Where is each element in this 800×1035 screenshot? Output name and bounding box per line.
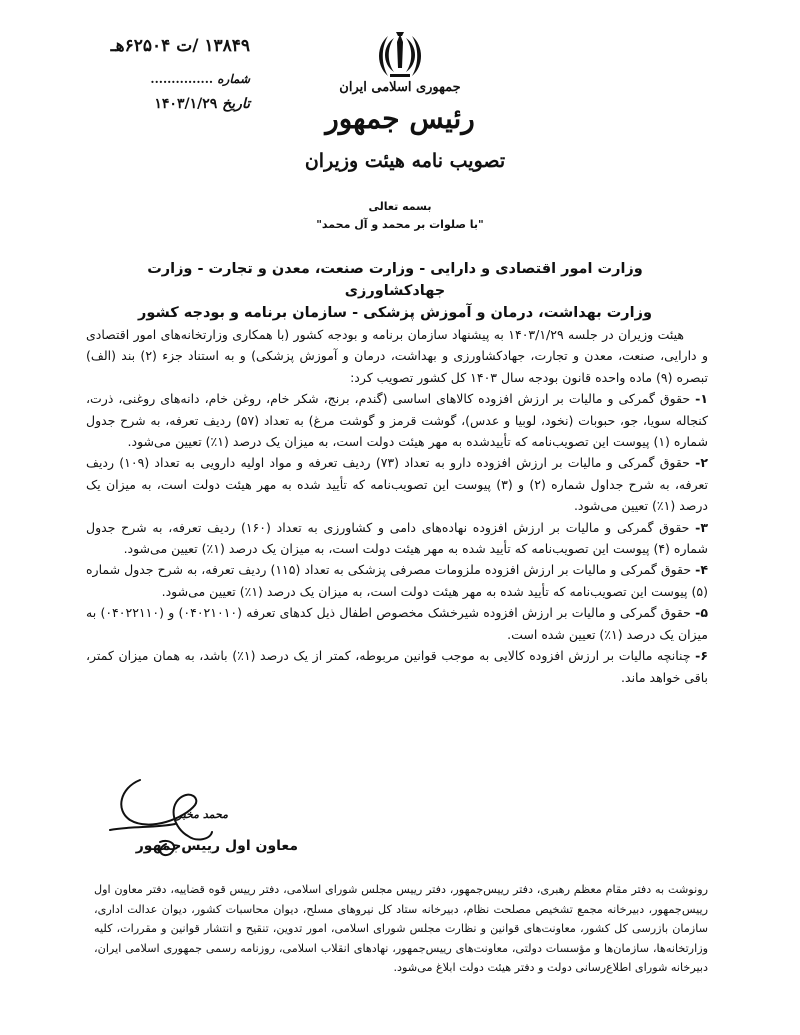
- decree-body: [86, 324, 708, 688]
- recipients-line-2: وزارت بهداشت، درمان و آموزش پزشکی - سازمان برنامه و بودجه کشور: [138, 305, 652, 321]
- item-6: [86, 645, 708, 688]
- intro-paragraph: هیئت وزیران در جلسه ۱۴۰۳/۱/۲۹ به پیشنهاد سازمان برنامه و بودجه کشور (با همکاری وزارتخانه‌های امور اقتصادی و دارایی، صنعت، معدن و تجارت، جهادکشاورزی و بهداشت، درمان و آموزش پزشکی) و به استناد جزء (۲) بند (الف) تبصره (۹) ماده واحده قانون بودجه سال ۱۴۰۳ کل کشور تصویب کرد:: [86, 327, 708, 385]
- date-line: [20, 96, 250, 112]
- signer-name: محمد مخبر: [176, 808, 228, 821]
- iran-emblem-icon: [372, 28, 428, 82]
- date-label: تاریخ: [222, 96, 250, 112]
- item-3: [86, 517, 708, 560]
- item-number: ۴-: [695, 562, 708, 578]
- item-number: ۵-: [695, 605, 708, 621]
- number-dots: ...............: [150, 72, 214, 86]
- item-number: ۶-: [695, 648, 708, 664]
- item-number: ۲-: [695, 455, 708, 471]
- item-text: حقوق گمرکی و مالیات بر ارزش افزوده ملزومات مصرفی پزشکی به تعداد (۱۱۵) ردیف تعرفه، به شرح جدول شماره (۵) پیوست این تصویب‌نامه که تأیید شده به مهر هیئت دولت است، به میزان یک درصد (۱٪) تعیین می‌شود.: [86, 562, 708, 599]
- salawat: "با صلوات بر محمد و آل محمد": [316, 218, 484, 231]
- item-5: [86, 602, 708, 645]
- republic-title: جمهوری اسلامی ایران: [339, 80, 461, 95]
- recipients-line-1: وزارت امور اقتصادی و دارایی - وزارت صنعت، معدن و تجارت - وزارت جهادکشاورزی: [147, 261, 643, 299]
- item-text: حقوق گمرکی و مالیات بر ارزش افزوده کالاهای اساسی (گندم، برنج، شکر خام، روغن خام، دانه‌های روغنی، ذرت، کنجاله سویا، جو، حبوبات (نخود، لوبیا و عدس)، گوشت قرمز و گوشت مرغ) به تعداد (۵۷) ردیف تعرفه، به شرح جدول شماره (۱) پیوست این تصویب‌نامه که تأییدشده به مهر هیئت دولت است، به میزان یک درصد (۱٪) تعیین می‌شود.: [86, 391, 708, 450]
- carbon-copy-distribution: رونوشت به دفتر مقام معظم رهبری، دفتر رییس‌جمهور، دفتر رییس مجلس شورای اسلامی، دفتر رییس قوه قضاییه، دفتر معاون اول رییس‌جمهور، دبیرخانه مجمع تشخیص مصلحت نظام، دبیرخانه ستاد کل نیروهای مسلح، دیوان محاسبات کشور، دیوان عدالت اداری، سازمان بازرسی کل کشور، معاونت‌های قوانین و نظارت مجلس شورای اسلامی، امور تدوین، تنقیح و انتشار قوانین و مقررات، کلیه وزارتخانه‌ها، سازمان‌ها و مؤسسات دولتی، معاونت‌های رییس‌جمهور، نهادهای انقلاب اسلامی، روزنامه رسمی جمهوری اسلامی ایران، دبیرخانه شورای اطلاع‌رسانی دولت و دفتر هیئت دولت ابلاغ می‌شود.: [94, 883, 708, 975]
- recipients: [95, 258, 695, 324]
- item-number: ۱-: [695, 391, 708, 407]
- president-title: رئیس جمهور: [325, 102, 475, 135]
- number-value: ۱۳۸۴۹: [204, 36, 250, 56]
- reference-value: /ت ۶۲۵۰۴هـ: [110, 36, 199, 56]
- item-text: حقوق گمرکی و مالیات بر ارزش افزوده نهاده‌های دامی و کشاورزی به تعداد (۱۶۰) ردیف تعرفه، به شرح جدول شماره (۴) پیوست این تصویب‌نامه که تأیید شده به مهر هیئت دولت است، به میزان یک درصد (۱٪) تعیین می‌شود.: [86, 519, 708, 557]
- date-value: ۱۴۰۳/۱/۲۹: [154, 96, 218, 112]
- item-4: [86, 559, 708, 602]
- item-text: چنانچه مالیات بر ارزش افزوده کالایی به موجب قوانین مربوطه، کمتر از یک درصد (۱٪) باشد، به همان میزان کمتر، باقی خواهد ماند.: [86, 648, 708, 685]
- number-label: شماره: [217, 72, 250, 86]
- item-text: حقوق گمرکی و مالیات بر ارزش افزوده دارو به تعداد (۷۳) ردیف تعرفه و مواد اولیه دارویی به تعداد (۱۰۹) ردیف تعرفه، به شرح جداول شماره (۲) و (۳) پیوست این تصویب‌نامه که تأیید شده به مهر هیئت دولت است، به میزان یک درصد (۱٪) تعیین می‌شود.: [86, 455, 708, 514]
- item-text: حقوق گمرکی و مالیات بر ارزش افزوده شیرخشک مخصوص اطفال ذیل کدهای تعرفه (۰۴۰۲۱۰۱۰) و (۰۴۰۲۲۱۱۰) به میزان یک درصد (۱٪) تعیین شده است.: [86, 605, 708, 642]
- item-1: [86, 388, 708, 452]
- bismillah: بسمه تعالی: [368, 200, 432, 213]
- item-number: ۳-: [695, 519, 708, 535]
- approval-title: تصویب نامه هیئت وزیران: [304, 150, 506, 172]
- item-2: [86, 452, 708, 516]
- reference-number-line: [20, 36, 250, 56]
- number-line: [20, 72, 250, 86]
- signer-title: معاون اول رییس‌جمهور: [135, 838, 298, 854]
